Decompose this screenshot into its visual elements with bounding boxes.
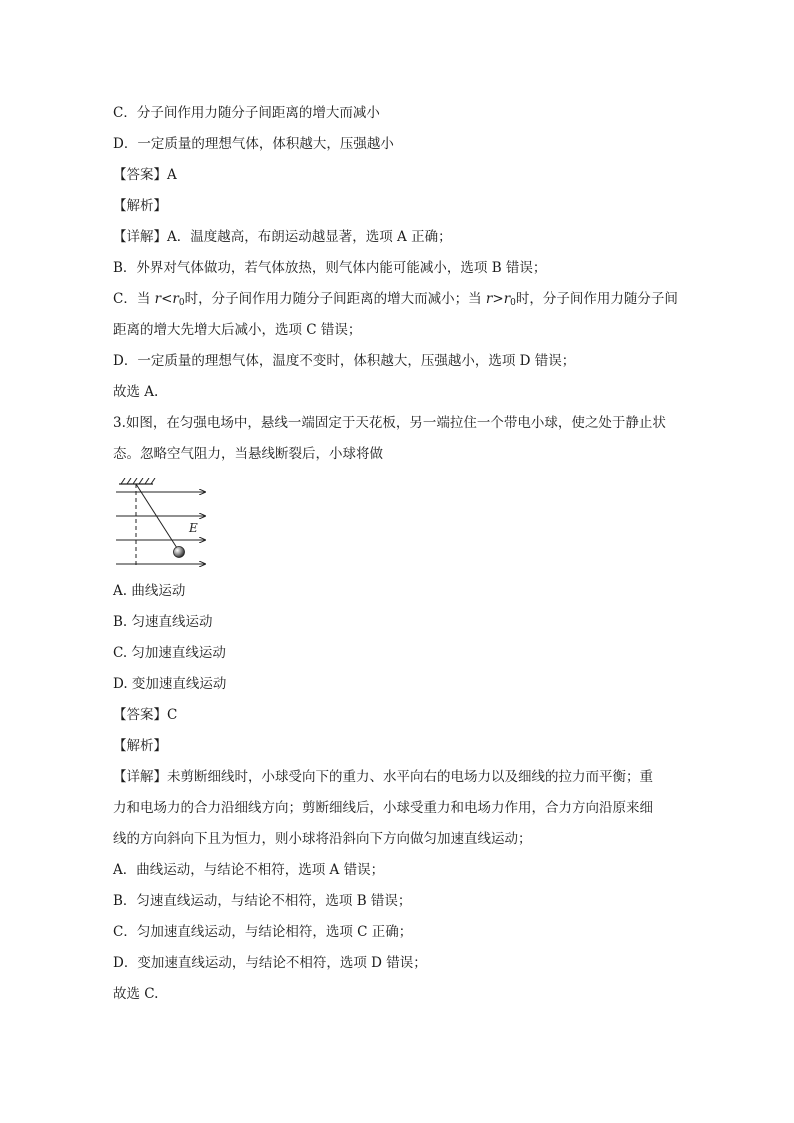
electric-field-figure: [113, 478, 223, 573]
charged-ball: [174, 547, 185, 558]
q3-option-b: B. 匀速直线运动: [113, 614, 213, 630]
question3-stem-line1: 3.如图，在匀强电场中，悬线一端固定于天花板，另一端拉住一个带电小球，使之处于静止状: [113, 415, 666, 431]
q3-detail-line1: 【详解】未剪断细线时，小球受向下的重力、水平向右的电场力以及细线的拉力而平衡；重: [113, 769, 653, 785]
detail-c-line1: C．当 $r<r_0$时，分子间作用力随分子间距离的增大而减小；当 $r>r_0$时，分子间作用力随分子间: [113, 291, 678, 308]
q3-answer-label: 【答案】C: [113, 707, 178, 723]
q3-option-a: A. 曲线运动: [113, 583, 186, 599]
option-c-text: C．分子间作用力随分子间距离的增大而减小: [113, 105, 380, 121]
q3-detail-b: B．匀速直线运动，与结论不相符，选项 B 错误；: [113, 893, 412, 909]
question3-stem-line2: 态。忽略空气阻力，当悬线断裂后，小球将做: [113, 446, 383, 462]
conclusion-a: 故选 A.: [113, 384, 159, 400]
field-label-e: E: [189, 521, 198, 535]
q3-option-d: D. 变加速直线运动: [113, 676, 227, 692]
answer-label: 【答案】A: [113, 167, 177, 183]
q3-option-c: C. 匀加速直线运动: [113, 645, 226, 661]
q3-detail-line3: 线的方向斜向下且为恒力，则小球将沿斜向下方向做匀加速直线运动；: [113, 831, 532, 847]
detail-c-line2: 距离的增大先增大后减小，选项 C 错误；: [113, 322, 362, 338]
ceiling: [119, 478, 155, 484]
q3-analysis-label: 【解析】: [113, 738, 167, 754]
analysis-label: 【解析】: [113, 198, 167, 214]
option-d-text: D．一定质量的理想气体，体积越大，压强越小: [113, 136, 394, 152]
q3-detail-c: C．匀加速直线运动，与结论相符，选项 C 正确；: [113, 924, 413, 940]
q3-conclusion: 故选 C.: [113, 986, 159, 1002]
detail-d: D．一定质量的理想气体，温度不变时，体积越大，压强越小，选项 D 错误；: [113, 353, 576, 369]
q3-detail-line2: 力和电场力的合力沿细线方向；剪断细线后，小球受重力和电场力作用，合力方向沿原来细: [113, 800, 653, 816]
detail-b: B．外界对气体做功，若气体放热，则气体内能可能减小，选项 B 错误；: [113, 260, 547, 276]
q3-detail-d: D．变加速直线运动，与结论不相符，选项 D 错误；: [113, 955, 427, 971]
q3-detail-a: A．曲线运动，与结论不相符，选项 A 错误；: [113, 862, 385, 878]
detail-a: 【详解】A．温度越高，布朗运动越显著，选项 A 正确；: [113, 229, 452, 245]
